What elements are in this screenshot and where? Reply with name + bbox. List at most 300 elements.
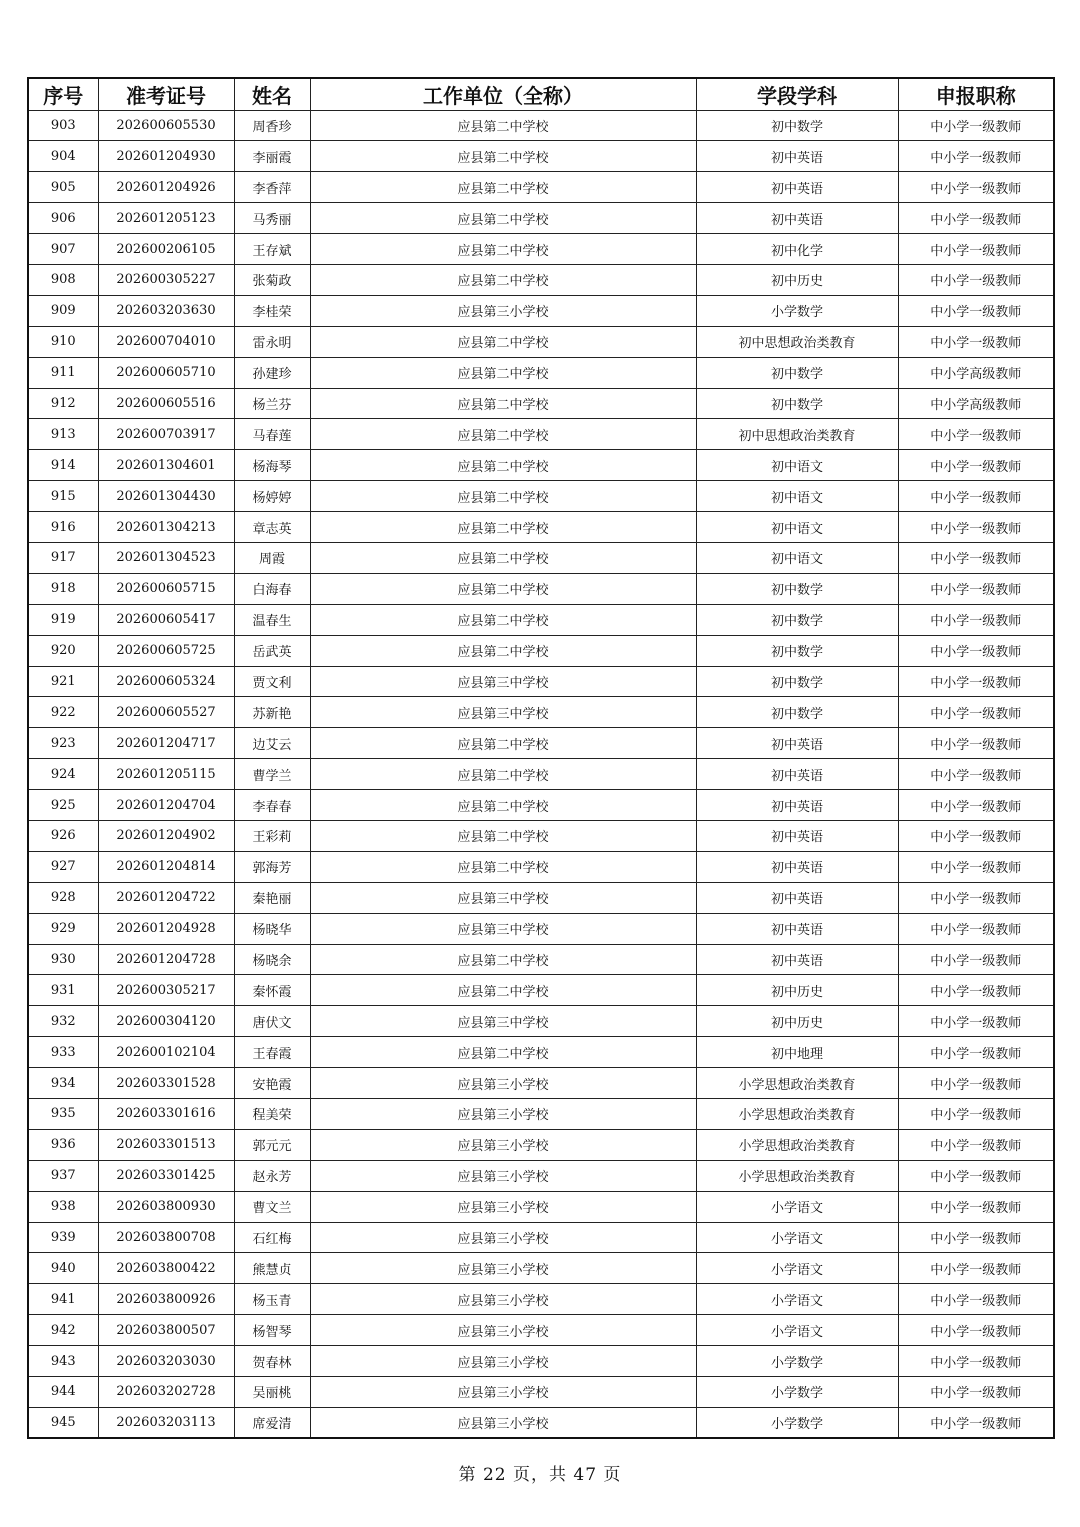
cell-exam-id: 202601204814 [98,851,234,882]
cell-name: 秦怀霞 [234,975,310,1006]
cell-seq: 912 [28,388,98,419]
cell-name: 张菊政 [234,264,310,295]
cell-work-unit: 应县第二中学校 [310,481,696,512]
cell-title: 中小学一级教师 [898,1377,1054,1408]
cell-exam-id: 202601204722 [98,882,234,913]
cell-name: 曹文兰 [234,1191,310,1222]
cell-seq: 914 [28,450,98,481]
cell-name: 岳武英 [234,635,310,666]
cell-seq: 911 [28,357,98,388]
cell-seq: 904 [28,141,98,172]
cell-seq: 943 [28,1346,98,1377]
cell-name: 王春霞 [234,1037,310,1068]
table-row [28,141,1054,172]
cell-subject: 初中数学 [696,635,898,666]
cell-exam-id: 202601204704 [98,790,234,821]
cell-name: 秦艳丽 [234,882,310,913]
cell-title: 中小学一级教师 [898,573,1054,604]
cell-seq: 940 [28,1253,98,1284]
cell-seq: 944 [28,1377,98,1408]
cell-work-unit: 应县第三中学校 [310,1006,696,1037]
table-header-row [28,78,1054,110]
page-footer: 第 22 页，共 47 页 [458,1465,622,1485]
cell-work-unit: 应县第二中学校 [310,820,696,851]
cell-exam-id: 202601204926 [98,172,234,203]
table-row [28,728,1054,759]
table-row [28,234,1054,265]
cell-work-unit: 应县第二中学校 [310,542,696,573]
cell-seq: 910 [28,326,98,357]
cell-title: 中小学一级教师 [898,542,1054,573]
cell-title: 中小学一级教师 [898,759,1054,790]
cell-seq: 921 [28,666,98,697]
cell-title: 中小学一级教师 [898,1253,1054,1284]
cell-work-unit: 应县第二中学校 [310,110,696,141]
table-row [28,944,1054,975]
cell-exam-id: 202603301616 [98,1099,234,1130]
table-row [28,1407,1054,1438]
candidate-table [27,77,1055,1439]
cell-work-unit: 应县第二中学校 [310,635,696,666]
cell-work-unit: 应县第二中学校 [310,172,696,203]
cell-seq: 926 [28,820,98,851]
cell-exam-id: 202601304213 [98,512,234,543]
cell-exam-id: 202600605715 [98,573,234,604]
cell-subject: 小学思想政治类教育 [696,1099,898,1130]
cell-work-unit: 应县第二中学校 [310,759,696,790]
table-row [28,1099,1054,1130]
cell-work-unit: 应县第三小学校 [310,1191,696,1222]
cell-subject: 初中英语 [696,728,898,759]
cell-exam-id: 202600605725 [98,635,234,666]
cell-work-unit: 应县第三小学校 [310,1377,696,1408]
cell-seq: 916 [28,512,98,543]
table-row [28,1222,1054,1253]
cell-title: 中小学一级教师 [898,234,1054,265]
cell-work-unit: 应县第二中学校 [310,203,696,234]
cell-title: 中小学一级教师 [898,944,1054,975]
cell-subject: 初中英语 [696,913,898,944]
cell-work-unit: 应县第三小学校 [310,1346,696,1377]
cell-name: 杨晓余 [234,944,310,975]
cell-seq: 922 [28,697,98,728]
cell-subject: 初中数学 [696,697,898,728]
cell-name: 安艳霞 [234,1068,310,1099]
cell-seq: 936 [28,1129,98,1160]
cell-exam-id: 202600703917 [98,419,234,450]
cell-work-unit: 应县第三小学校 [310,1253,696,1284]
table-row [28,542,1054,573]
cell-subject: 初中历史 [696,1006,898,1037]
cell-title: 中小学一级教师 [898,1191,1054,1222]
table-row [28,666,1054,697]
header-name: 姓名 [234,78,310,110]
cell-title: 中小学一级教师 [898,1160,1054,1191]
table-row [28,1006,1054,1037]
cell-name: 周霞 [234,542,310,573]
cell-subject: 初中英语 [696,882,898,913]
table-row [28,1037,1054,1068]
cell-subject: 小学数学 [696,295,898,326]
cell-subject: 小学思想政治类教育 [696,1160,898,1191]
cell-work-unit: 应县第三小学校 [310,1407,696,1438]
document-page [27,77,1053,1439]
cell-title: 中小学一级教师 [898,975,1054,1006]
cell-work-unit: 应县第三小学校 [310,295,696,326]
cell-work-unit: 应县第二中学校 [310,357,696,388]
table-row [28,1253,1054,1284]
cell-subject: 小学数学 [696,1346,898,1377]
cell-work-unit: 应县第二中学校 [310,141,696,172]
table-row [28,357,1054,388]
cell-name: 曹学兰 [234,759,310,790]
header-exam-id: 准考证号 [98,78,234,110]
cell-title: 中小学一级教师 [898,110,1054,141]
cell-seq: 930 [28,944,98,975]
table-row [28,790,1054,821]
cell-seq: 927 [28,851,98,882]
cell-title: 中小学一级教师 [898,141,1054,172]
cell-name: 白海春 [234,573,310,604]
cell-exam-id: 202603203630 [98,295,234,326]
cell-subject: 初中数学 [696,666,898,697]
cell-title: 中小学一级教师 [898,203,1054,234]
cell-work-unit: 应县第二中学校 [310,851,696,882]
cell-subject: 小学语文 [696,1315,898,1346]
cell-work-unit: 应县第二中学校 [310,419,696,450]
cell-title: 中小学一级教师 [898,481,1054,512]
cell-seq: 909 [28,295,98,326]
cell-exam-id: 202601205123 [98,203,234,234]
table-row [28,1346,1054,1377]
cell-subject: 初中数学 [696,604,898,635]
cell-name: 杨智琴 [234,1315,310,1346]
header-title: 申报职称 [898,78,1054,110]
table-row [28,1068,1054,1099]
table-row [28,604,1054,635]
cell-exam-id: 202600102104 [98,1037,234,1068]
cell-subject: 初中语文 [696,450,898,481]
cell-name: 赵永芳 [234,1160,310,1191]
cell-subject: 小学思想政治类教育 [696,1068,898,1099]
cell-title: 中小学一级教师 [898,295,1054,326]
cell-name: 杨玉青 [234,1284,310,1315]
cell-name: 孙建珍 [234,357,310,388]
cell-name: 熊慧贞 [234,1253,310,1284]
header-subject: 学段学科 [696,78,898,110]
cell-seq: 925 [28,790,98,821]
cell-subject: 初中化学 [696,234,898,265]
cell-seq: 924 [28,759,98,790]
cell-subject: 小学语文 [696,1253,898,1284]
cell-work-unit: 应县第二中学校 [310,512,696,543]
cell-subject: 初中语文 [696,512,898,543]
cell-seq: 915 [28,481,98,512]
cell-exam-id: 202601304601 [98,450,234,481]
cell-title: 中小学一级教师 [898,1006,1054,1037]
cell-work-unit: 应县第三中学校 [310,666,696,697]
table-row [28,295,1054,326]
cell-name: 李桂荣 [234,295,310,326]
cell-work-unit: 应县第三小学校 [310,1284,696,1315]
cell-work-unit: 应县第二中学校 [310,450,696,481]
table-row [28,697,1054,728]
cell-exam-id: 202600605417 [98,604,234,635]
cell-title: 中小学一级教师 [898,1407,1054,1438]
table-row [28,326,1054,357]
cell-seq: 928 [28,882,98,913]
cell-title: 中小学一级教师 [898,1099,1054,1130]
table-row [28,1377,1054,1408]
table-row [28,110,1054,141]
cell-seq: 908 [28,264,98,295]
cell-subject: 初中英语 [696,203,898,234]
cell-title: 中小学高级教师 [898,357,1054,388]
cell-subject: 小学语文 [696,1222,898,1253]
cell-name: 贾文利 [234,666,310,697]
cell-seq: 929 [28,913,98,944]
cell-work-unit: 应县第二中学校 [310,326,696,357]
cell-exam-id: 202600704010 [98,326,234,357]
cell-title: 中小学一级教师 [898,882,1054,913]
cell-exam-id: 202600206105 [98,234,234,265]
cell-seq: 907 [28,234,98,265]
cell-exam-id: 202603301425 [98,1160,234,1191]
cell-title: 中小学高级教师 [898,388,1054,419]
cell-subject: 初中思想政治类教育 [696,326,898,357]
cell-exam-id: 202600605527 [98,697,234,728]
table-row [28,759,1054,790]
cell-seq: 906 [28,203,98,234]
cell-exam-id: 202600305227 [98,264,234,295]
cell-seq: 932 [28,1006,98,1037]
cell-exam-id: 202601204728 [98,944,234,975]
cell-seq: 935 [28,1099,98,1130]
cell-exam-id: 202600605516 [98,388,234,419]
cell-title: 中小学一级教师 [898,1284,1054,1315]
cell-title: 中小学一级教师 [898,820,1054,851]
cell-work-unit: 应县第三小学校 [310,1129,696,1160]
cell-name: 马春莲 [234,419,310,450]
cell-title: 中小学一级教师 [898,1068,1054,1099]
cell-subject: 初中英语 [696,851,898,882]
cell-exam-id: 202603202728 [98,1377,234,1408]
cell-title: 中小学一级教师 [898,666,1054,697]
table-row [28,820,1054,851]
cell-exam-id: 202601204928 [98,913,234,944]
table-row [28,1315,1054,1346]
cell-subject: 初中语文 [696,481,898,512]
cell-subject: 初中数学 [696,357,898,388]
cell-name: 李丽霞 [234,141,310,172]
cell-subject: 初中数学 [696,573,898,604]
cell-title: 中小学一级教师 [898,1315,1054,1346]
cell-title: 中小学一级教师 [898,913,1054,944]
cell-name: 马秀丽 [234,203,310,234]
cell-name: 杨兰芬 [234,388,310,419]
cell-exam-id: 202601304430 [98,481,234,512]
cell-seq: 923 [28,728,98,759]
cell-seq: 941 [28,1284,98,1315]
cell-subject: 小学语文 [696,1284,898,1315]
cell-exam-id: 202600304120 [98,1006,234,1037]
cell-subject: 初中英语 [696,759,898,790]
cell-seq: 918 [28,573,98,604]
cell-subject: 初中英语 [696,790,898,821]
cell-subject: 小学思想政治类教育 [696,1129,898,1160]
cell-title: 中小学一级教师 [898,419,1054,450]
cell-name: 王彩莉 [234,820,310,851]
cell-seq: 919 [28,604,98,635]
cell-subject: 初中数学 [696,110,898,141]
cell-seq: 938 [28,1191,98,1222]
table-row [28,882,1054,913]
table-row [28,481,1054,512]
cell-title: 中小学一级教师 [898,172,1054,203]
cell-seq: 933 [28,1037,98,1068]
cell-name: 杨晓华 [234,913,310,944]
cell-name: 李春春 [234,790,310,821]
cell-seq: 934 [28,1068,98,1099]
cell-work-unit: 应县第三小学校 [310,1222,696,1253]
cell-work-unit: 应县第二中学校 [310,944,696,975]
cell-exam-id: 202603800507 [98,1315,234,1346]
cell-subject: 小学数学 [696,1407,898,1438]
cell-name: 席爱清 [234,1407,310,1438]
cell-work-unit: 应县第二中学校 [310,388,696,419]
cell-work-unit: 应县第三小学校 [310,1315,696,1346]
table-row [28,1129,1054,1160]
cell-name: 章志英 [234,512,310,543]
cell-subject: 初中思想政治类教育 [696,419,898,450]
cell-subject: 初中英语 [696,820,898,851]
cell-name: 杨婷婷 [234,481,310,512]
cell-name: 贺春林 [234,1346,310,1377]
cell-title: 中小学一级教师 [898,790,1054,821]
cell-name: 吴丽桃 [234,1377,310,1408]
cell-name: 程美荣 [234,1099,310,1130]
cell-name: 周香珍 [234,110,310,141]
cell-exam-id: 202600605530 [98,110,234,141]
table-row [28,573,1054,604]
cell-work-unit: 应县第二中学校 [310,790,696,821]
cell-subject: 初中英语 [696,944,898,975]
cell-seq: 937 [28,1160,98,1191]
cell-name: 温春生 [234,604,310,635]
cell-subject: 初中地理 [696,1037,898,1068]
cell-exam-id: 202600305217 [98,975,234,1006]
cell-title: 中小学一级教师 [898,264,1054,295]
table-row [28,203,1054,234]
table-row [28,450,1054,481]
cell-title: 中小学一级教师 [898,1129,1054,1160]
cell-title: 中小学一级教师 [898,1222,1054,1253]
cell-title: 中小学一级教师 [898,512,1054,543]
cell-exam-id: 202601205115 [98,759,234,790]
cell-subject: 初中语文 [696,542,898,573]
cell-name: 唐伏文 [234,1006,310,1037]
table-row [28,419,1054,450]
cell-seq: 939 [28,1222,98,1253]
table-row [28,635,1054,666]
cell-name: 苏新艳 [234,697,310,728]
cell-subject: 小学数学 [696,1377,898,1408]
cell-name: 石红梅 [234,1222,310,1253]
table-row [28,172,1054,203]
cell-exam-id: 202603800930 [98,1191,234,1222]
cell-subject: 初中数学 [696,388,898,419]
cell-title: 中小学一级教师 [898,728,1054,759]
header-seq: 序号 [28,78,98,110]
cell-work-unit: 应县第三小学校 [310,1099,696,1130]
cell-title: 中小学一级教师 [898,851,1054,882]
cell-exam-id: 202603203113 [98,1407,234,1438]
table-row [28,851,1054,882]
cell-seq: 920 [28,635,98,666]
cell-seq: 942 [28,1315,98,1346]
cell-title: 中小学一级教师 [898,635,1054,666]
cell-work-unit: 应县第二中学校 [310,234,696,265]
cell-work-unit: 应县第三小学校 [310,1068,696,1099]
cell-exam-id: 202600605324 [98,666,234,697]
table-row [28,1191,1054,1222]
cell-work-unit: 应县第三小学校 [310,1160,696,1191]
table-row [28,388,1054,419]
table-row [28,975,1054,1006]
cell-title: 中小学一级教师 [898,1037,1054,1068]
cell-exam-id: 202601304523 [98,542,234,573]
header-work-unit: 工作单位（全称） [310,78,696,110]
cell-name: 杨海琴 [234,450,310,481]
cell-title: 中小学一级教师 [898,1346,1054,1377]
cell-exam-id: 202601204717 [98,728,234,759]
cell-name: 雷永明 [234,326,310,357]
cell-subject: 小学语文 [696,1191,898,1222]
cell-exam-id: 202601204930 [98,141,234,172]
cell-seq: 913 [28,419,98,450]
cell-work-unit: 应县第二中学校 [310,604,696,635]
cell-subject: 初中历史 [696,975,898,1006]
cell-work-unit: 应县第三中学校 [310,913,696,944]
cell-seq: 905 [28,172,98,203]
cell-work-unit: 应县第三中学校 [310,697,696,728]
cell-title: 中小学一级教师 [898,697,1054,728]
cell-name: 郭元元 [234,1129,310,1160]
cell-exam-id: 202603800422 [98,1253,234,1284]
cell-subject: 初中英语 [696,172,898,203]
cell-title: 中小学一级教师 [898,326,1054,357]
cell-exam-id: 202603800708 [98,1222,234,1253]
cell-title: 中小学一级教师 [898,450,1054,481]
cell-work-unit: 应县第二中学校 [310,573,696,604]
cell-exam-id: 202603301528 [98,1068,234,1099]
cell-work-unit: 应县第二中学校 [310,975,696,1006]
cell-exam-id: 202603203030 [98,1346,234,1377]
table-row [28,1160,1054,1191]
cell-work-unit: 应县第二中学校 [310,264,696,295]
cell-work-unit: 应县第二中学校 [310,1037,696,1068]
table-row [28,264,1054,295]
cell-exam-id: 202603301513 [98,1129,234,1160]
cell-name: 王存斌 [234,234,310,265]
cell-seq: 903 [28,110,98,141]
cell-exam-id: 202601204902 [98,820,234,851]
cell-exam-id: 202600605710 [98,357,234,388]
cell-work-unit: 应县第二中学校 [310,728,696,759]
cell-work-unit: 应县第三中学校 [310,882,696,913]
cell-seq: 931 [28,975,98,1006]
cell-subject: 初中历史 [696,264,898,295]
